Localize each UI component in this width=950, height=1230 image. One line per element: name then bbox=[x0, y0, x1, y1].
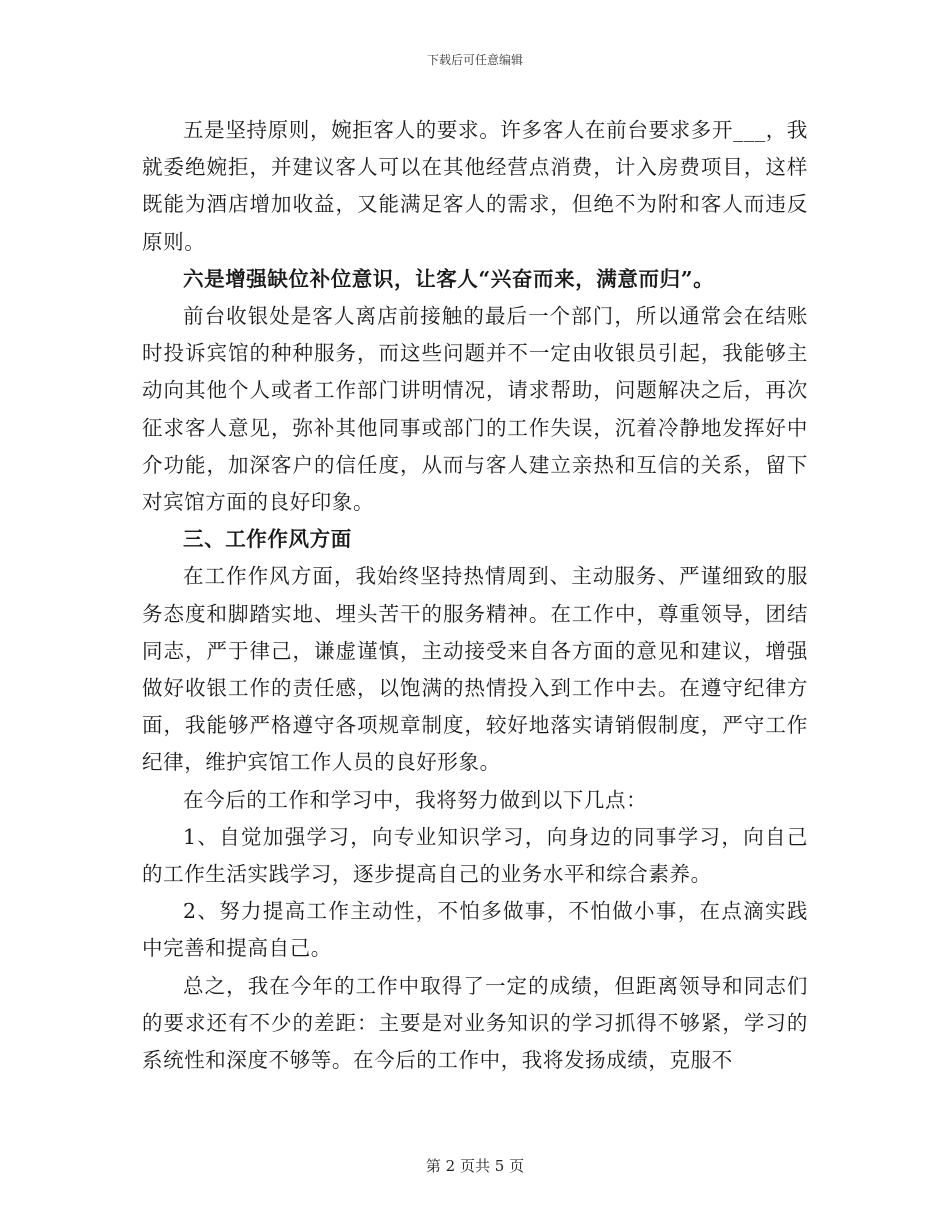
list-item-initiative: 2、努力提高工作主动性，不怕多做事，不怕做小事，在点滴实践中完善和提高自己。 bbox=[142, 899, 808, 961]
paragraph-summary: 总之，我在今年的工作中取得了一定的成绩，但距离领导和同志们的要求还有不少的差距：主要是对业务知识的学习抓得不够紧，学习的系统性和深度不够等。在今后的工作中，我将发扬成绩，克服不 bbox=[142, 973, 808, 1073]
paragraph-work-style: 在工作作风方面，我始终坚持热情周到、主动服务、严谨细致的服务态度和脚踏实地、埋头苦干的服务精神。在工作中，尊重领导，团结同志，严于律己，谦虚谨慎，主动接受来自各方面的意见和建议，增强做好收银工作的责任感，以饱满的热情投入到工作中去。在遵守纪律方面，我能够严格遵守各项规章制度，较好地落实请销假制度，严守工作纪律，维护宾馆工作人员的良好形象。 bbox=[142, 564, 808, 775]
section-heading-work-style: 三、工作作风方面 bbox=[183, 527, 352, 552]
document-body bbox=[142, 112, 808, 1079]
heading-vacancy-awareness: 六是增强缺位补位意识，让客人“兴奋而来，满意而归”。 bbox=[183, 266, 715, 291]
paragraph-principle: 五是坚持原则，婉拒客人的要求。许多客人在前台要求多开___，我就委绝婉拒，并建议客人可以在其他经营点消费，计入房费项目，这样既能为酒店增加收益，又能满足客人的需求，但绝不为附和客人而违反原则。 bbox=[142, 118, 808, 254]
paragraph-future-intro: 在今后的工作和学习中，我将努力做到以下几点： bbox=[183, 787, 648, 812]
page-header: 下载后可任意编辑 bbox=[426, 53, 523, 67]
list-item-study: 1、自觉加强学习，向专业知识学习，向身边的同事学习，向自己的工作生活实践学习，逐步提高自己的业务水平和综合素养。 bbox=[142, 824, 808, 887]
page-number: 第 2 页共 5 页 bbox=[425, 1157, 525, 1175]
paragraph-cashier-desk: 前台收银处是客人离店前接触的最后一个部门，所以通常会在结账时投诉宾馆的种种服务，而这些问题并不一定由收银员引起，我能够主动向其他个人或者工作部门讲明情况，请求帮助，问题解决之后，再次征求客人意见，弥补其他同事或部门的工作失误，沉着冷静地发挥好中介功能，加深客户的信任度，从而与客人建立亲热和互信的关系，留下对宾馆方面的良好印象。 bbox=[142, 304, 808, 515]
